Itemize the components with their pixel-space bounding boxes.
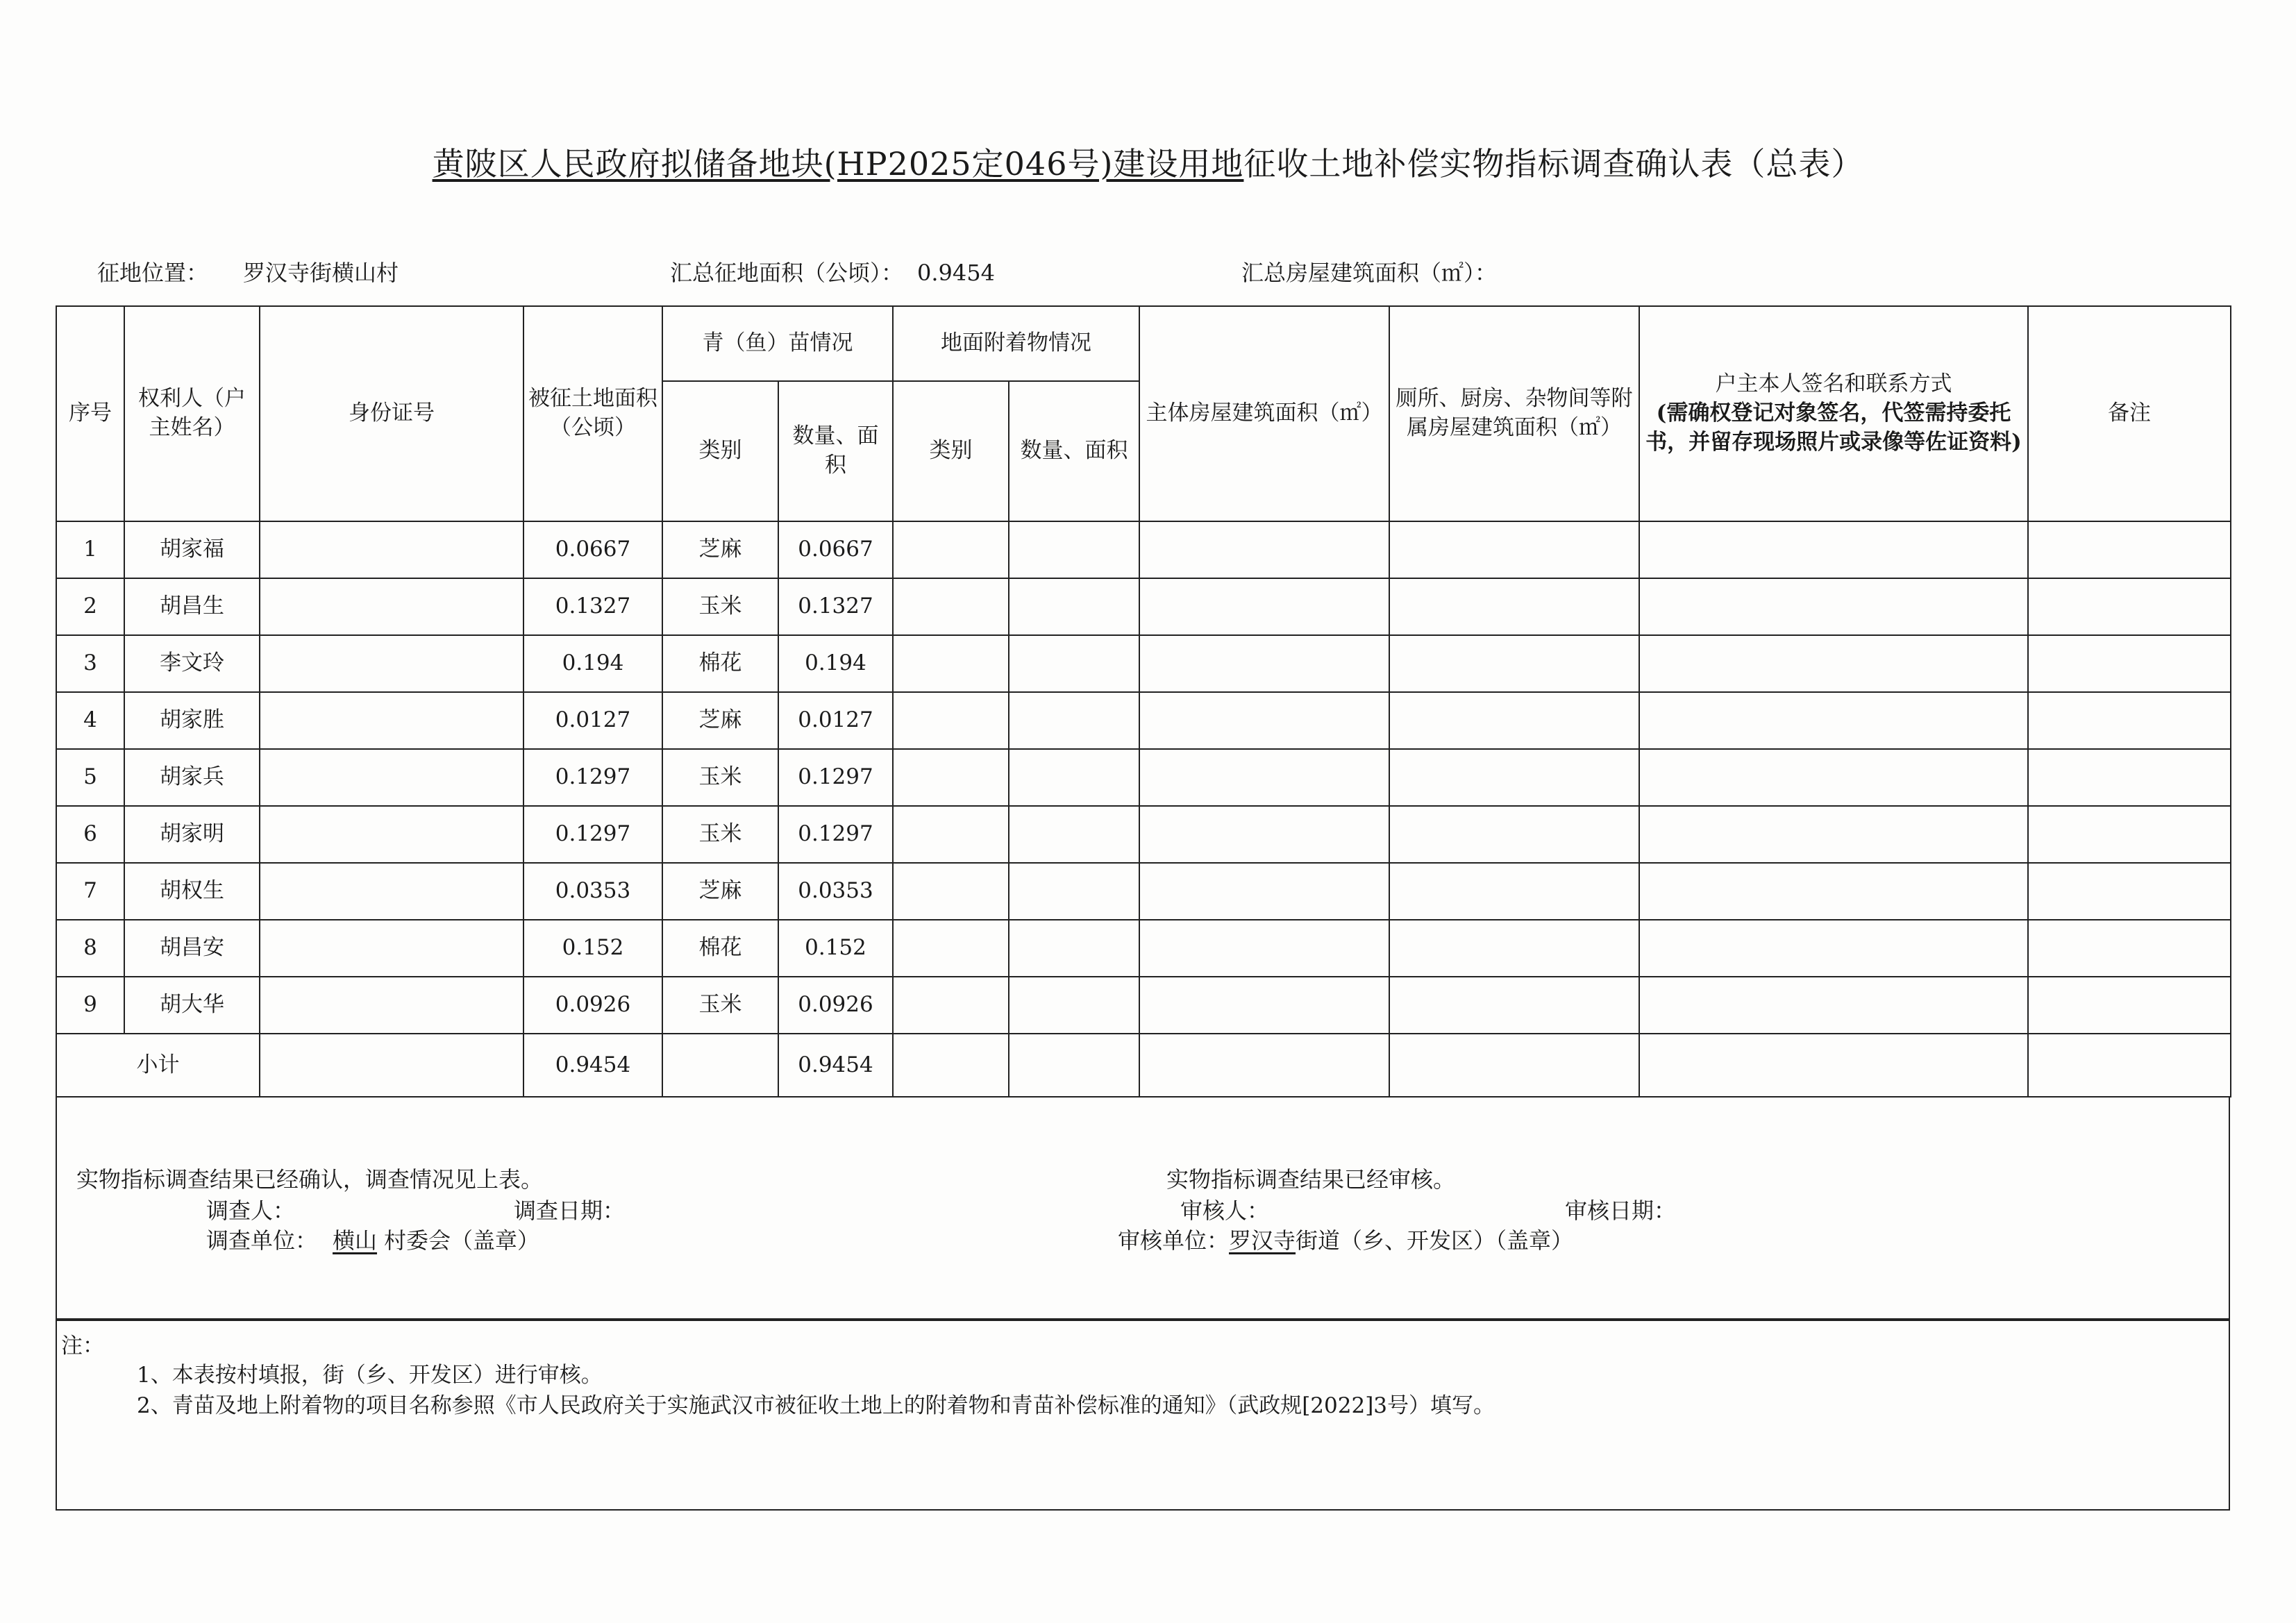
row-id-number — [260, 521, 523, 578]
row-seq: 4 — [56, 692, 124, 749]
row-aux-building — [1389, 578, 1639, 635]
subtotal-empty-cell — [2028, 1034, 2231, 1097]
building-area-field — [1241, 255, 1497, 287]
reviewer-label: 审核人： — [1180, 1197, 1270, 1224]
row-remark — [2028, 521, 2231, 578]
signature-instructions: (需确权登记对象签名，代签需持委托书，并留存现场照片或录像等佐证资料) — [1645, 401, 2022, 455]
review-date-label: 审核日期： — [1565, 1197, 1677, 1224]
header-remark: 备注 — [2028, 306, 2231, 521]
surveyor-label: 调查人： — [206, 1197, 296, 1224]
row-attach-quantity — [1009, 692, 1139, 749]
row-aux-building — [1389, 863, 1639, 920]
subtotal-empty-cell — [893, 1034, 1009, 1097]
row-main-building — [1139, 692, 1389, 749]
row-signature — [1639, 578, 2028, 635]
row-land-area: 0.0926 — [523, 977, 662, 1034]
location-value: 罗汉寺街横山村 — [243, 260, 399, 286]
row-land-area: 0.1297 — [523, 749, 662, 806]
header-attach-category: 类别 — [893, 381, 1009, 521]
note-item-1: 1、本表按村填报，街（乡、开发区）进行审核。 — [137, 1363, 603, 1388]
table-row — [56, 863, 2231, 920]
row-crop-quantity: 0.1297 — [778, 749, 893, 806]
row-attach-category — [893, 863, 1009, 920]
review-statement: 实物指标调查结果已经审核。 — [1166, 1166, 1456, 1193]
subtotal-empty-cell — [1139, 1034, 1389, 1097]
row-attach-category — [893, 977, 1009, 1034]
survey-unit-label: 调查单位： — [206, 1227, 318, 1254]
subtotal-row — [56, 1034, 2231, 1097]
row-attach-quantity — [1009, 521, 1139, 578]
row-land-area: 0.152 — [523, 920, 662, 977]
location-field — [97, 255, 399, 287]
row-signature — [1639, 635, 2028, 692]
row-main-building — [1139, 635, 1389, 692]
header-signature — [1639, 306, 2028, 521]
table-row — [56, 806, 2231, 863]
header-aux-building: 厕所、厨房、杂物间等附属房屋建筑面积（㎡） — [1389, 306, 1639, 521]
row-owner: 胡家明 — [124, 806, 260, 863]
row-seq: 8 — [56, 920, 124, 977]
row-signature — [1639, 806, 2028, 863]
row-main-building — [1139, 749, 1389, 806]
row-crop-category: 玉米 — [662, 977, 778, 1034]
table-row — [56, 920, 2231, 977]
row-remark — [2028, 920, 2231, 977]
row-signature — [1639, 692, 2028, 749]
header-attach-quantity: 数量、面积 — [1009, 381, 1139, 521]
subtotal-crop-category — [662, 1034, 778, 1097]
row-crop-quantity: 0.0353 — [778, 863, 893, 920]
total-area-label: 汇总征地面积（公顷）： — [670, 260, 904, 286]
row-attach-quantity — [1009, 635, 1139, 692]
header-owner: 权利人（户主姓名） — [124, 306, 260, 521]
survey-unit-suffix: 村委会（盖章） — [384, 1227, 540, 1254]
row-id-number — [260, 635, 523, 692]
row-remark — [2028, 863, 2231, 920]
row-seq: 5 — [56, 749, 124, 806]
row-seq: 2 — [56, 578, 124, 635]
row-main-building — [1139, 863, 1389, 920]
row-owner: 胡大华 — [124, 977, 260, 1034]
row-attach-category — [893, 635, 1009, 692]
row-attach-category — [893, 920, 1009, 977]
table-row — [56, 749, 2231, 806]
subtotal-crop-quantity: 0.9454 — [778, 1034, 893, 1097]
row-owner: 胡家胜 — [124, 692, 260, 749]
table-row — [56, 977, 2231, 1034]
row-aux-building — [1389, 749, 1639, 806]
row-crop-quantity: 0.0667 — [778, 521, 893, 578]
row-aux-building — [1389, 635, 1639, 692]
survey-unit-name: 横山 — [333, 1227, 378, 1254]
subtotal-label: 小计 — [56, 1034, 260, 1097]
row-signature — [1639, 749, 2028, 806]
location-label: 征地位置： — [97, 260, 209, 286]
row-aux-building — [1389, 920, 1639, 977]
row-id-number — [260, 977, 523, 1034]
table-row — [56, 692, 2231, 749]
row-seq: 7 — [56, 863, 124, 920]
title-rest: 征收土地补偿实物指标调查确认表（总表） — [1243, 145, 1864, 183]
row-land-area: 0.0353 — [523, 863, 662, 920]
row-attach-category — [893, 806, 1009, 863]
row-attach-category — [893, 692, 1009, 749]
subtotal-empty-cell — [1389, 1034, 1639, 1097]
row-signature — [1639, 920, 2028, 977]
row-crop-category: 玉米 — [662, 806, 778, 863]
review-unit-label: 审核单位： — [1118, 1227, 1230, 1254]
row-seq: 3 — [56, 635, 124, 692]
notes-section — [56, 1320, 2230, 1511]
row-id-number — [260, 863, 523, 920]
table-row — [56, 635, 2231, 692]
header-seq: 序号 — [56, 306, 124, 521]
survey-date-label: 调查日期： — [514, 1197, 626, 1224]
review-unit-suffix: 街道（乡、开发区）（盖章） — [1296, 1227, 1574, 1254]
header-id: 身份证号 — [260, 306, 523, 521]
row-remark — [2028, 578, 2231, 635]
row-land-area: 0.1327 — [523, 578, 662, 635]
row-main-building — [1139, 977, 1389, 1034]
row-attach-quantity — [1009, 863, 1139, 920]
row-crop-category: 棉花 — [662, 635, 778, 692]
row-land-area: 0.1297 — [523, 806, 662, 863]
subtotal-empty-cell — [1639, 1034, 2028, 1097]
row-owner: 胡家兵 — [124, 749, 260, 806]
subtotal-empty-cell — [1009, 1034, 1139, 1097]
row-crop-quantity: 0.1297 — [778, 806, 893, 863]
header-row-1 — [56, 306, 2231, 381]
row-crop-category: 棉花 — [662, 920, 778, 977]
row-aux-building — [1389, 521, 1639, 578]
row-attach-quantity — [1009, 977, 1139, 1034]
row-owner: 胡昌生 — [124, 578, 260, 635]
header-crops: 青（鱼）苗情况 — [662, 306, 893, 381]
row-remark — [2028, 635, 2231, 692]
row-crop-category: 芝麻 — [662, 863, 778, 920]
row-main-building — [1139, 521, 1389, 578]
row-owner: 胡权生 — [124, 863, 260, 920]
row-remark — [2028, 749, 2231, 806]
survey-statement: 实物指标调查结果已经确认，调查情况见上表。 — [76, 1166, 544, 1193]
subtotal-id-number — [260, 1034, 523, 1097]
row-aux-building — [1389, 977, 1639, 1034]
row-attach-quantity — [1009, 806, 1139, 863]
title-underlined: 黄陂区人民政府拟储备地块(HP2025定046号)建设用地 — [432, 145, 1244, 183]
row-id-number — [260, 806, 523, 863]
signature-section — [56, 1098, 2230, 1320]
note-item-2: 2、青苗及地上附着物的项目名称参照《市人民政府关于实施武汉市被征收土地上的附着物和青苗补偿标准的通知》（武政规[2022]3号）填写。 — [137, 1393, 1495, 1418]
row-crop-category: 玉米 — [662, 578, 778, 635]
building-area-label: 汇总房屋建筑面积（㎡）： — [1241, 260, 1498, 286]
header-land-area: 被征土地面积（公顷） — [523, 306, 662, 521]
header-crop-category: 类别 — [662, 381, 778, 521]
row-id-number — [260, 578, 523, 635]
row-attach-quantity — [1009, 578, 1139, 635]
row-seq: 6 — [56, 806, 124, 863]
row-id-number — [260, 749, 523, 806]
table-row — [56, 521, 2231, 578]
row-owner: 李文玲 — [124, 635, 260, 692]
header-crop-quantity: 数量、面积 — [778, 381, 893, 521]
row-attach-quantity — [1009, 920, 1139, 977]
compensation-table — [56, 305, 2231, 1098]
row-seq: 9 — [56, 977, 124, 1034]
table-row — [56, 578, 2231, 635]
row-owner: 胡家福 — [124, 521, 260, 578]
row-signature — [1639, 977, 2028, 1034]
row-attach-category — [893, 749, 1009, 806]
row-main-building — [1139, 578, 1389, 635]
notes-label: 注： — [61, 1334, 104, 1359]
row-attach-category — [893, 521, 1009, 578]
signature-title: 户主本人签名和联系方式 — [1715, 371, 1952, 397]
row-id-number — [260, 692, 523, 749]
row-crop-quantity: 0.0127 — [778, 692, 893, 749]
row-crop-quantity: 0.194 — [778, 635, 893, 692]
row-signature — [1639, 521, 2028, 578]
row-id-number — [260, 920, 523, 977]
header-main-building: 主体房屋建筑面积（㎡） — [1139, 306, 1389, 521]
row-owner: 胡昌安 — [124, 920, 260, 977]
row-attach-quantity — [1009, 749, 1139, 806]
page-title — [0, 139, 2296, 185]
row-main-building — [1139, 920, 1389, 977]
review-unit — [1118, 1223, 1573, 1255]
row-crop-quantity: 0.0926 — [778, 977, 893, 1034]
total-area-field — [670, 255, 995, 287]
row-remark — [2028, 977, 2231, 1034]
row-land-area: 0.0667 — [523, 521, 662, 578]
row-aux-building — [1389, 806, 1639, 863]
row-main-building — [1139, 806, 1389, 863]
row-aux-building — [1389, 692, 1639, 749]
survey-unit — [206, 1223, 539, 1255]
total-area-value: 0.9454 — [917, 260, 995, 286]
header-attachments: 地面附着物情况 — [893, 306, 1139, 381]
row-crop-quantity: 0.152 — [778, 920, 893, 977]
subtotal-land-area: 0.9454 — [523, 1034, 662, 1097]
row-land-area: 0.194 — [523, 635, 662, 692]
row-land-area: 0.0127 — [523, 692, 662, 749]
row-crop-category: 芝麻 — [662, 521, 778, 578]
row-signature — [1639, 863, 2028, 920]
row-crop-category: 芝麻 — [662, 692, 778, 749]
row-crop-quantity: 0.1327 — [778, 578, 893, 635]
row-crop-category: 玉米 — [662, 749, 778, 806]
row-remark — [2028, 806, 2231, 863]
review-unit-name: 罗汉寺 — [1229, 1227, 1296, 1254]
row-remark — [2028, 692, 2231, 749]
row-attach-category — [893, 578, 1009, 635]
row-seq: 1 — [56, 521, 124, 578]
